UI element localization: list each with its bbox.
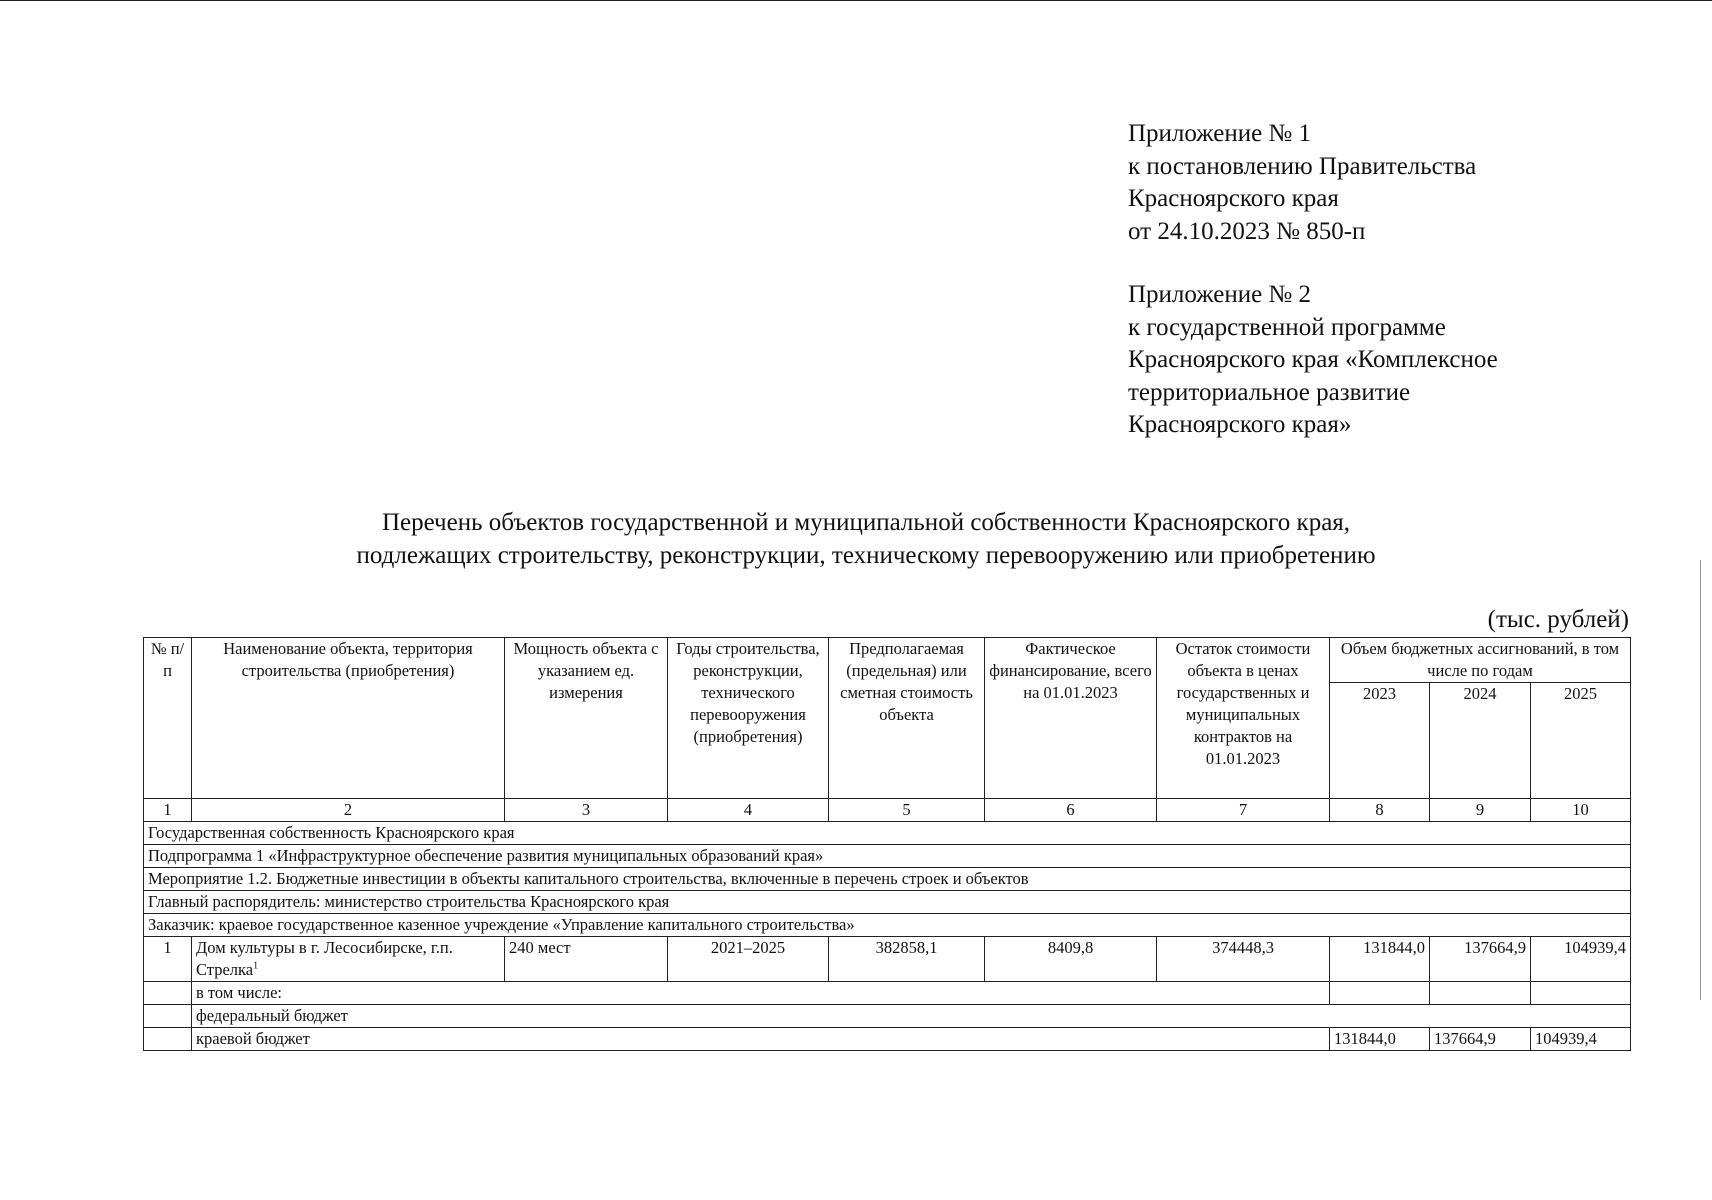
column-number: 6 [985, 799, 1157, 822]
footnote-marker: 1 [253, 960, 259, 972]
section-customer: Заказчик: краевое государственное казенное учреждение «Управление капитального строительства» [144, 914, 1631, 937]
column-number: 2 [192, 799, 505, 822]
header-num: № п/п [144, 638, 192, 799]
appendix-1-block [1128, 118, 1476, 248]
appendix-2-line: к государственной программе [1128, 313, 1446, 341]
header-year-2024: 2024 [1430, 683, 1531, 799]
object-capacity: 240 мест [505, 937, 668, 982]
object-row [144, 937, 1631, 982]
section-ownership: Государственная собственность Красноярского края [144, 822, 1631, 845]
object-years: 2021–2025 [668, 937, 829, 982]
object-remaining: 374448,3 [1157, 937, 1330, 982]
breakdown-including: в том числе: [192, 982, 1330, 1005]
appendix-2-block [1128, 279, 1498, 442]
document-title-line-1: Перечень объектов государственной и муниципальной собственности Красноярского края, [381, 509, 1351, 536]
objects-table [143, 637, 1631, 1051]
breakdown-empty [1531, 982, 1631, 1005]
header-remaining: Остаток стоимости объекта в ценах государственных и муниципальных контрактов на 01.01.2023 [1157, 638, 1330, 799]
object-financed: 8409,8 [985, 937, 1157, 982]
object-cost: 382858,1 [829, 937, 985, 982]
section-row [144, 914, 1631, 937]
regional-2023: 131844,0 [1330, 1028, 1430, 1051]
breakdown-regional: краевой бюджет [192, 1028, 1330, 1051]
header-year-2025: 2025 [1531, 683, 1631, 799]
column-number: 7 [1157, 799, 1330, 822]
section-row [144, 891, 1631, 914]
section-administrator: Главный распорядитель: министерство строительства Красноярского края [144, 891, 1631, 914]
column-number: 1 [144, 799, 192, 822]
document-title [160, 507, 1572, 572]
units-label: (тыс. рублей) [1487, 606, 1629, 633]
header-financed: Фактическое финансирование, всего на 01.01.2023 [985, 638, 1157, 799]
regional-2024: 137664,9 [1430, 1028, 1531, 1051]
header-year-2023: 2023 [1330, 683, 1430, 799]
section-measure: Мероприятие 1.2. Бюджетные инвестиции в объекты капитального строительства, включенные в перечень строек и объектов [144, 868, 1631, 891]
section-row [144, 845, 1631, 868]
breakdown-federal: федеральный бюджет [192, 1005, 1631, 1028]
breakdown-num-cell [144, 1005, 192, 1028]
object-2024: 137664,9 [1430, 937, 1531, 982]
object-num: 1 [144, 937, 192, 982]
document-title-line-2: подлежащих строительству, реконструкции, техническому перевооружению или приобретению [356, 541, 1376, 569]
column-number: 5 [829, 799, 985, 822]
column-number-row [144, 799, 1631, 822]
object-name: Дом культуры в г. Лесосибирске, г.п. Стрелка [196, 938, 453, 979]
appendix-2-line: территориальное развитие [1128, 378, 1411, 406]
column-number: 10 [1531, 799, 1631, 822]
object-2025: 104939,4 [1531, 937, 1631, 982]
section-subprogram: Подпрограмма 1 «Инфраструктурное обеспечение развития муниципальных образований края» [144, 845, 1631, 868]
header-years: Годы строительства, реконструкции, технического перевооружения (приобретения) [668, 638, 829, 799]
header-budget: Объем бюджетных ассигнований, в том числе по годам [1330, 638, 1631, 683]
header-cost: Предполагаемая (предельная) или сметная стоимость объекта [829, 638, 985, 799]
object-2023: 131844,0 [1330, 937, 1430, 982]
breakdown-num-cell [144, 1028, 192, 1051]
object-name-cell [192, 937, 505, 982]
column-number: 3 [505, 799, 668, 822]
breakdown-num-cell [144, 982, 192, 1005]
scan-edge-line [1700, 560, 1701, 1000]
regional-2025: 104939,4 [1531, 1028, 1631, 1051]
table-header-row [144, 638, 1631, 683]
header-capacity: Мощность объекта с указанием ед. измерения [505, 638, 668, 799]
appendix-1-line: Красноярского края [1128, 185, 1339, 212]
appendix-1-line: Приложение № 1 [1128, 120, 1312, 147]
column-number: 8 [1330, 799, 1430, 822]
column-number: 9 [1430, 799, 1531, 822]
breakdown-row-regional [144, 1028, 1631, 1051]
page-top-border [0, 0, 1712, 1]
breakdown-empty [1430, 982, 1531, 1005]
column-number: 4 [668, 799, 829, 822]
section-row [144, 822, 1631, 845]
appendix-2-line: Красноярского края» [1128, 411, 1352, 438]
appendix-2-line: Приложение № 2 [1128, 281, 1312, 308]
appendix-1-line: к постановлению Правительства [1128, 152, 1477, 180]
section-row [144, 868, 1631, 891]
header-name: Наименование объекта, территория строительства (приобретения) [192, 638, 505, 799]
breakdown-row-including [144, 982, 1631, 1005]
appendix-1-line: от 24.10.2023 № 850-п [1128, 217, 1366, 245]
breakdown-empty [1330, 982, 1430, 1005]
breakdown-row-federal [144, 1005, 1631, 1028]
appendix-2-line: Красноярского края «Комплексное [1128, 346, 1498, 373]
